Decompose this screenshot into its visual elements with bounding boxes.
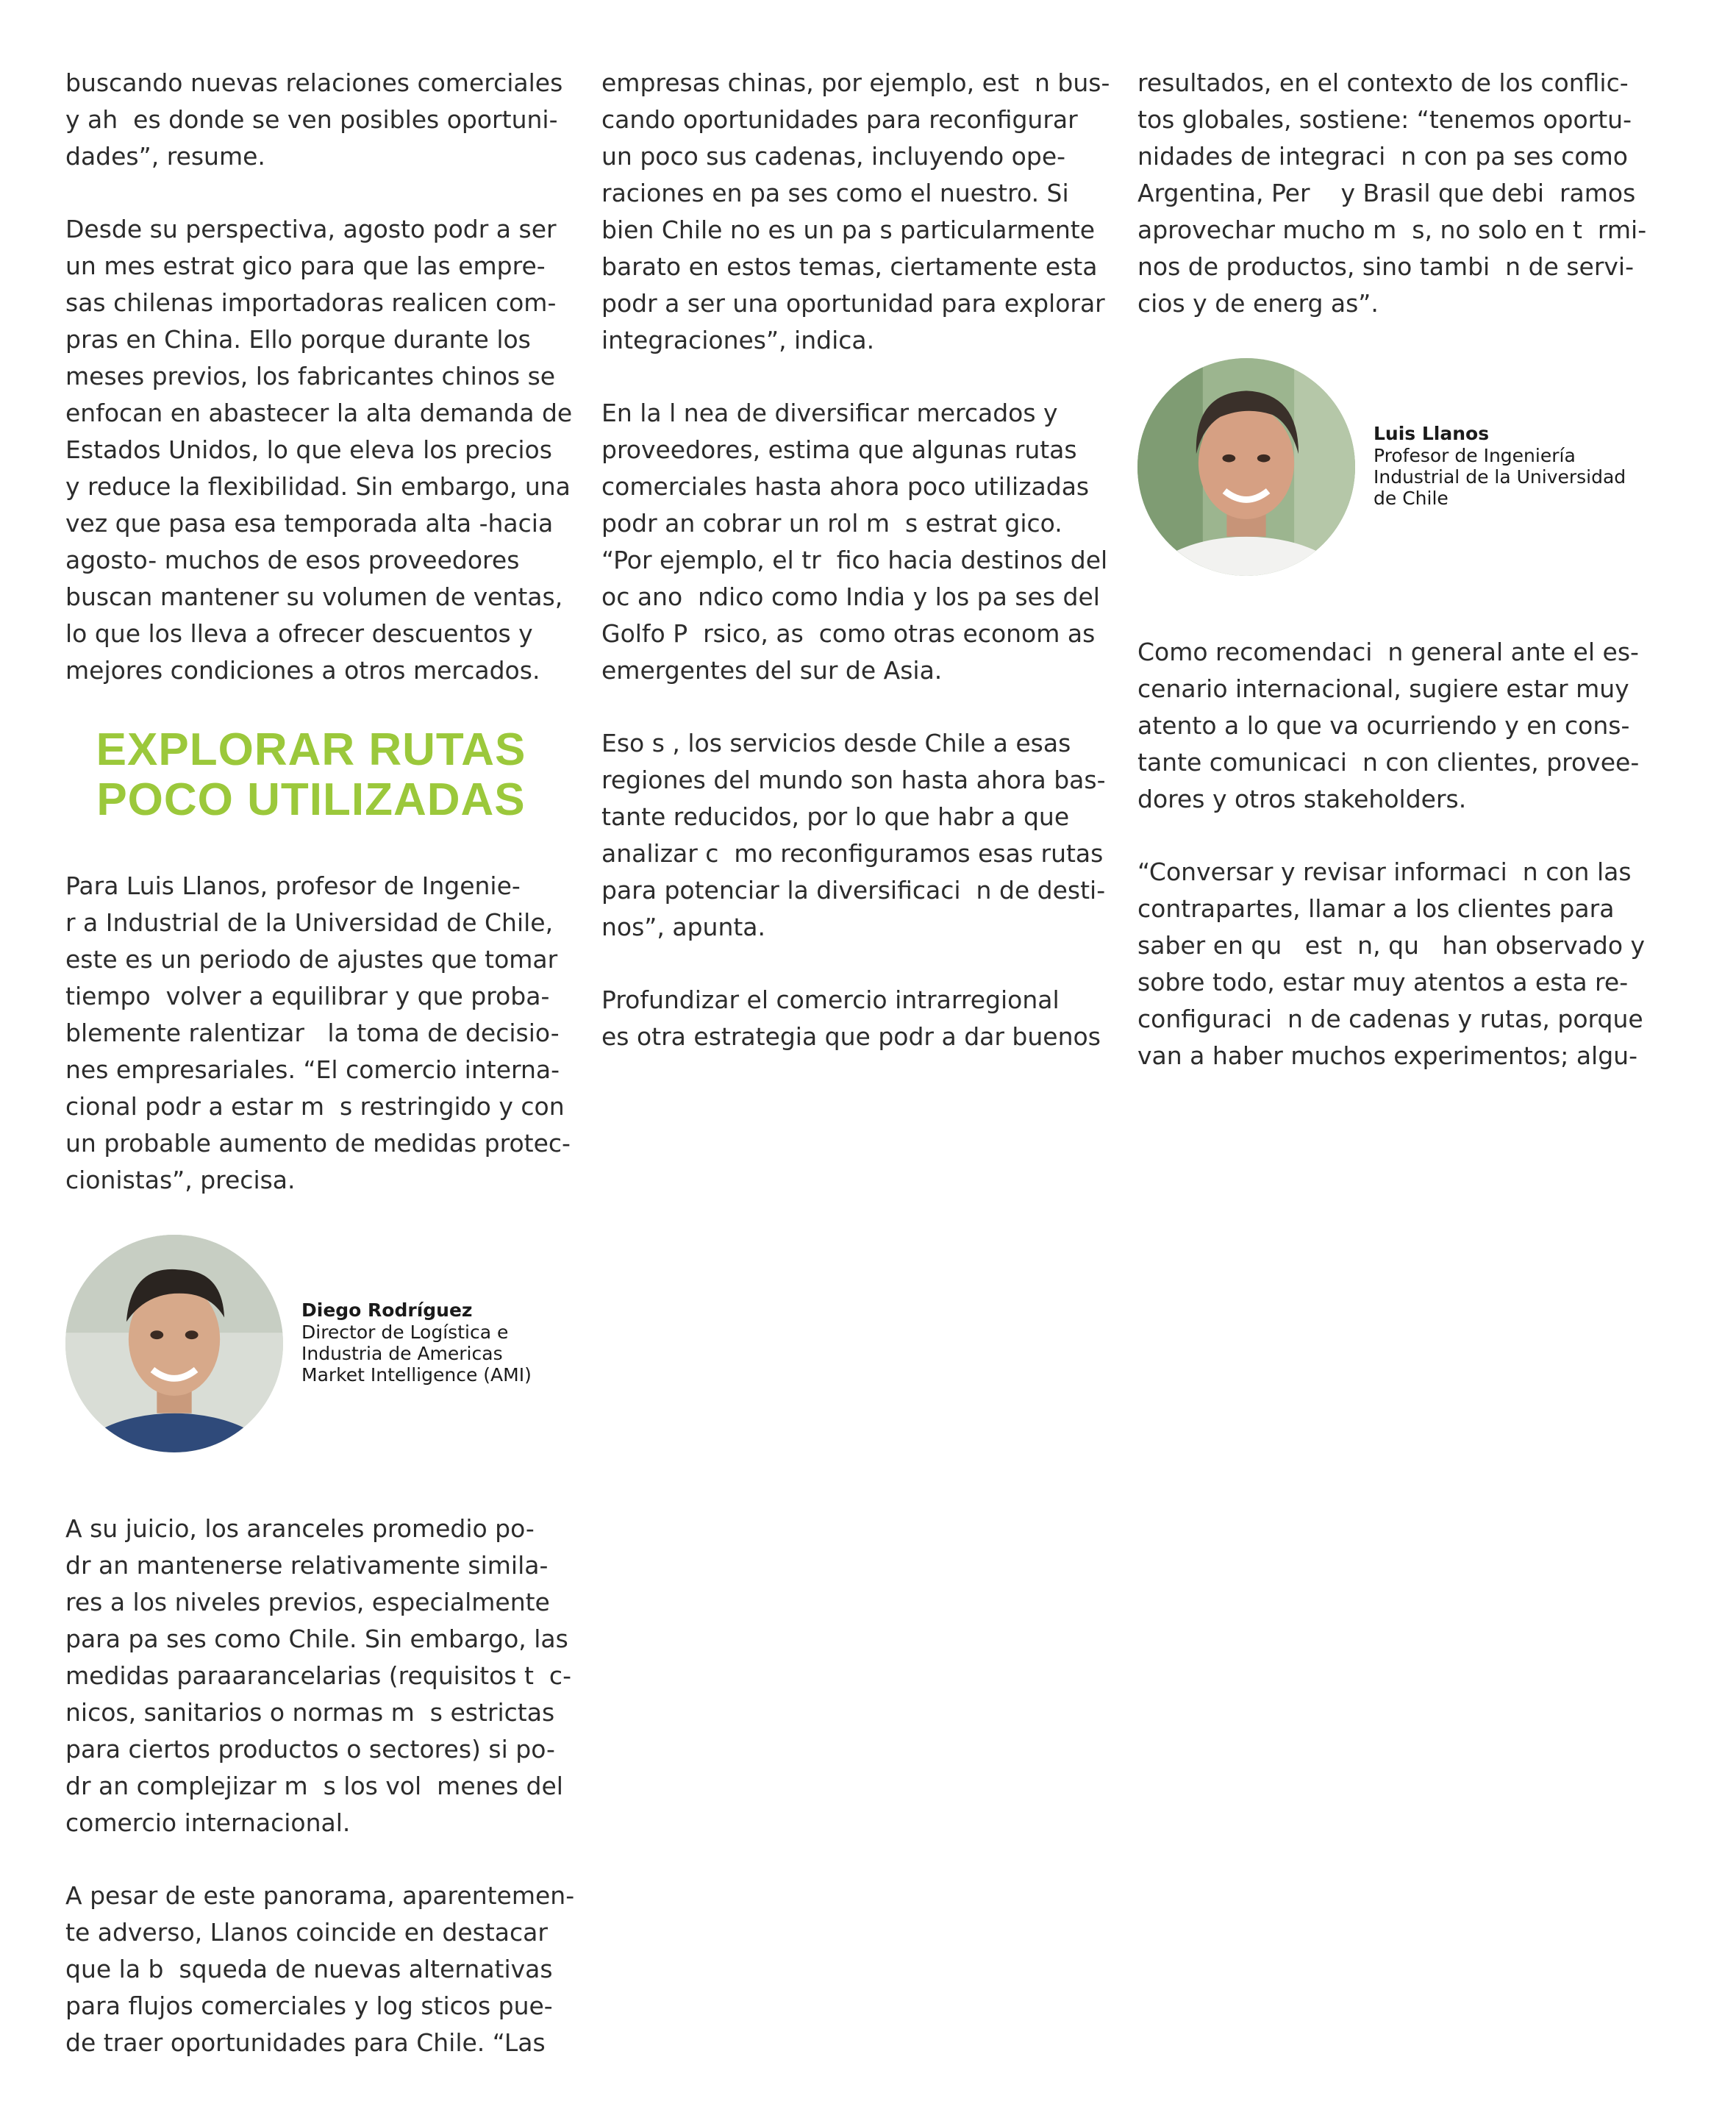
heading-line: POCO UTILIZADAS <box>96 774 526 825</box>
text-line: Eso s , los servicios desde Chile a esas <box>601 729 1071 757</box>
text-line: tante reducidos, por lo que habr a que <box>601 802 1070 831</box>
text-line: meses previos, los fabricantes chinos se <box>65 362 556 391</box>
text-line: cenario internacional, sugiere estar muy <box>1137 674 1629 703</box>
text-line: podr a ser una oportunidad para explorar <box>601 289 1105 318</box>
text-line: blemente ralentizar la toma de decisio- <box>65 1019 560 1047</box>
text-line: res a los niveles previos, especialmente <box>65 1588 550 1616</box>
text-line: dr an complejizar m s los vol menes del <box>65 1772 563 1800</box>
text-line: atento a lo que va ocurriendo y en cons- <box>1137 711 1630 740</box>
text-line: vez que pasa esa temporada alta -hacia <box>65 509 554 538</box>
text-line: sobre todo, estar muy atentos a esta re- <box>1137 968 1629 996</box>
text-line: dores y otros stakeholders. <box>1137 785 1467 813</box>
role-line: de Chile <box>1374 488 1449 509</box>
text-line: mejores condiciones a otros mercados. <box>65 656 540 685</box>
text-line: para ciertos productos o sectores) si po- <box>65 1735 555 1764</box>
text-line: van a haber muchos experimentos; algu- <box>1137 1041 1637 1070</box>
text-line: proveedores, estima que algunas rutas <box>601 435 1077 464</box>
text-line: buscando nuevas relaciones comerciales <box>65 68 563 97</box>
paragraph <box>601 725 1106 946</box>
text-line: tante comunicaci n con clientes, provee- <box>1137 748 1640 777</box>
text-line: Estados Unidos, lo que eleva los precios <box>65 435 552 464</box>
profile-role <box>1374 445 1627 509</box>
text-line: tos globales, sostiene: “tenemos oportu- <box>1137 105 1632 134</box>
paragraph <box>1137 854 1646 1074</box>
role-line: Industria de Americas <box>301 1343 503 1364</box>
text-line: sas chilenas importadoras realicen com- <box>65 288 557 317</box>
text-line: nidades de integraci n con pa ses como <box>1137 142 1628 171</box>
text-line: cando oportunidades para reconfigurar <box>601 105 1078 134</box>
text-line: Profundizar el comercio intrarregional <box>601 985 1060 1014</box>
text-line: A pesar de este panorama, aparentemen- <box>65 1881 575 1910</box>
paragraph <box>601 395 1108 689</box>
text-line: pras en China. Ello porque durante los <box>65 325 531 354</box>
text-line: tiempo volver a equilibrar y que proba- <box>65 982 550 1010</box>
text-line: oc ano ndico como India y los pa ses del <box>601 582 1100 611</box>
text-line: A su juicio, los aranceles promedio po- <box>65 1514 535 1543</box>
profile-role <box>301 1322 555 1386</box>
text-line: y reduce la flexibilidad. Sin embargo, una <box>65 472 571 501</box>
text-line: empresas chinas, por ejemplo, est n bus- <box>601 68 1110 97</box>
role-line: Industrial de la Universidad <box>1374 466 1626 488</box>
text-line: este es un periodo de ajustes que tomar <box>65 945 558 974</box>
text-line: un probable aumento de medidas protec- <box>65 1129 571 1158</box>
text-line: Para Luis Llanos, profesor de Ingenie- <box>65 871 521 900</box>
text-line: nicos, sanitarios o normas m s estrictas <box>65 1698 555 1727</box>
profile-caption <box>1374 423 1627 509</box>
text-line: Golfo P rsico, as como otras econom as <box>601 619 1096 648</box>
text-line: cios y de energ as”. <box>1137 289 1379 318</box>
text-line: cional podr a estar m s restringido y con <box>65 1092 565 1121</box>
section-heading <box>65 725 557 825</box>
role-line: Market Intelligence (AMI) <box>301 1364 532 1386</box>
text-line: para pa ses como Chile. Sin embargo, las <box>65 1625 568 1653</box>
text-line: barato en estos temas, ciertamente esta <box>601 252 1098 281</box>
paragraph <box>65 868 571 1199</box>
text-line: dr an mantenerse relativamente simila- <box>65 1551 549 1580</box>
paragraph <box>601 65 1110 359</box>
text-line: de traer oportunidades para Chile. “Las <box>65 2028 546 2057</box>
text-line: resultados, en el contexto de los conflic- <box>1137 68 1629 97</box>
text-line: podr an cobrar un rol m s estrat gico. <box>601 509 1062 538</box>
text-line: enfocan en abastecer la alta demanda de <box>65 399 573 427</box>
text-line: r a Industrial de la Universidad de Chile, <box>65 908 554 937</box>
text-line: comercio internacional. <box>65 1808 351 1837</box>
text-line: comerciales hasta ahora poco utilizadas <box>601 472 1090 501</box>
heading-line: EXPLORAR RUTAS <box>96 724 526 775</box>
paragraph <box>601 982 1101 1055</box>
portrait-photo <box>1137 358 1355 576</box>
text-line: Argentina, Per y Brasil que debi ramos <box>1137 179 1636 207</box>
text-line: para potenciar la diversificaci n de desti- <box>601 876 1106 905</box>
text-line: integraciones”, indica. <box>601 326 875 354</box>
text-line: “Conversar y revisar informaci n con las <box>1137 857 1632 886</box>
text-line: es otra estrategia que podr a dar buenos <box>601 1022 1101 1051</box>
paragraph <box>1137 634 1640 818</box>
text-line: bien Chile no es un pa s particularmente <box>601 215 1096 244</box>
paragraph <box>1137 65 1647 322</box>
profile-name: Luis Llanos <box>1374 423 1490 444</box>
column-3 <box>1137 65 1647 1110</box>
text-line: contrapartes, llamar a los clientes para <box>1137 894 1615 923</box>
paragraph <box>65 1511 571 1841</box>
text-line: Como recomendaci n general ante el es- <box>1137 638 1639 666</box>
text-line: medidas paraarancelarias (requisitos t c- <box>65 1661 571 1690</box>
text-line: En la l nea de diversificar mercados y <box>601 399 1058 427</box>
text-line: que la b squeda de nuevas alternativas <box>65 1955 553 1983</box>
text-line: nos”, apunta. <box>601 913 766 941</box>
text-line: dades”, resume. <box>65 142 265 171</box>
text-line: aprovechar mucho m s, no solo en t rmi- <box>1137 215 1647 244</box>
text-line: un poco sus cadenas, incluyendo ope- <box>601 142 1066 171</box>
text-line: regiones del mundo son hasta ahora bas- <box>601 766 1106 794</box>
profile-name: Diego Rodríguez <box>301 1299 473 1321</box>
text-line: nes empresariales. “El comercio interna- <box>65 1055 560 1084</box>
profile-caption <box>301 1299 555 1386</box>
profile-diego-rodriguez <box>65 1235 557 1455</box>
avatar <box>1137 358 1355 576</box>
text-line: buscan mantener su volumen de ventas, <box>65 582 563 611</box>
role-line: Profesor de Ingeniería <box>1374 445 1576 466</box>
column-2 <box>601 65 1110 1091</box>
paragraph <box>65 65 563 175</box>
text-line: configuraci n de cadenas y rutas, porque <box>1137 1005 1643 1033</box>
avatar <box>65 1235 283 1452</box>
text-line: y ah es donde se ven posibles oportuni- <box>65 105 558 134</box>
text-line: analizar c mo reconfiguramos esas rutas <box>601 839 1104 868</box>
text-line: raciones en pa ses como el nuestro. Si <box>601 179 1069 207</box>
portrait-photo <box>65 1235 283 1452</box>
text-line: un mes estrat gico para que las empre- <box>65 252 546 280</box>
paragraph <box>65 1877 575 2061</box>
text-line: nos de productos, sino tambi n de servi- <box>1137 252 1634 281</box>
text-line: “Por ejemplo, el tr fico hacia destinos del <box>601 546 1108 574</box>
text-line: cionistas”, precisa. <box>65 1166 296 1194</box>
text-line: para flujos comerciales y log sticos pue- <box>65 1991 553 2020</box>
role-line: Director de Logística e <box>301 1322 509 1343</box>
text-line: Desde su perspectiva, agosto podr a ser <box>65 215 557 243</box>
text-line: emergentes del sur de Asia. <box>601 656 943 685</box>
profile-luis-llanos <box>1137 358 1629 579</box>
text-line: agosto- muchos de esos proveedores <box>65 546 520 574</box>
column-1 <box>65 65 575 2097</box>
text-line: lo que los lleva a ofrecer descuentos y <box>65 619 533 648</box>
text-line: saber en qu est n, qu han observado y <box>1137 931 1646 960</box>
paragraph <box>65 211 573 689</box>
text-line: te adverso, Llanos coincide en destacar <box>65 1918 548 1947</box>
